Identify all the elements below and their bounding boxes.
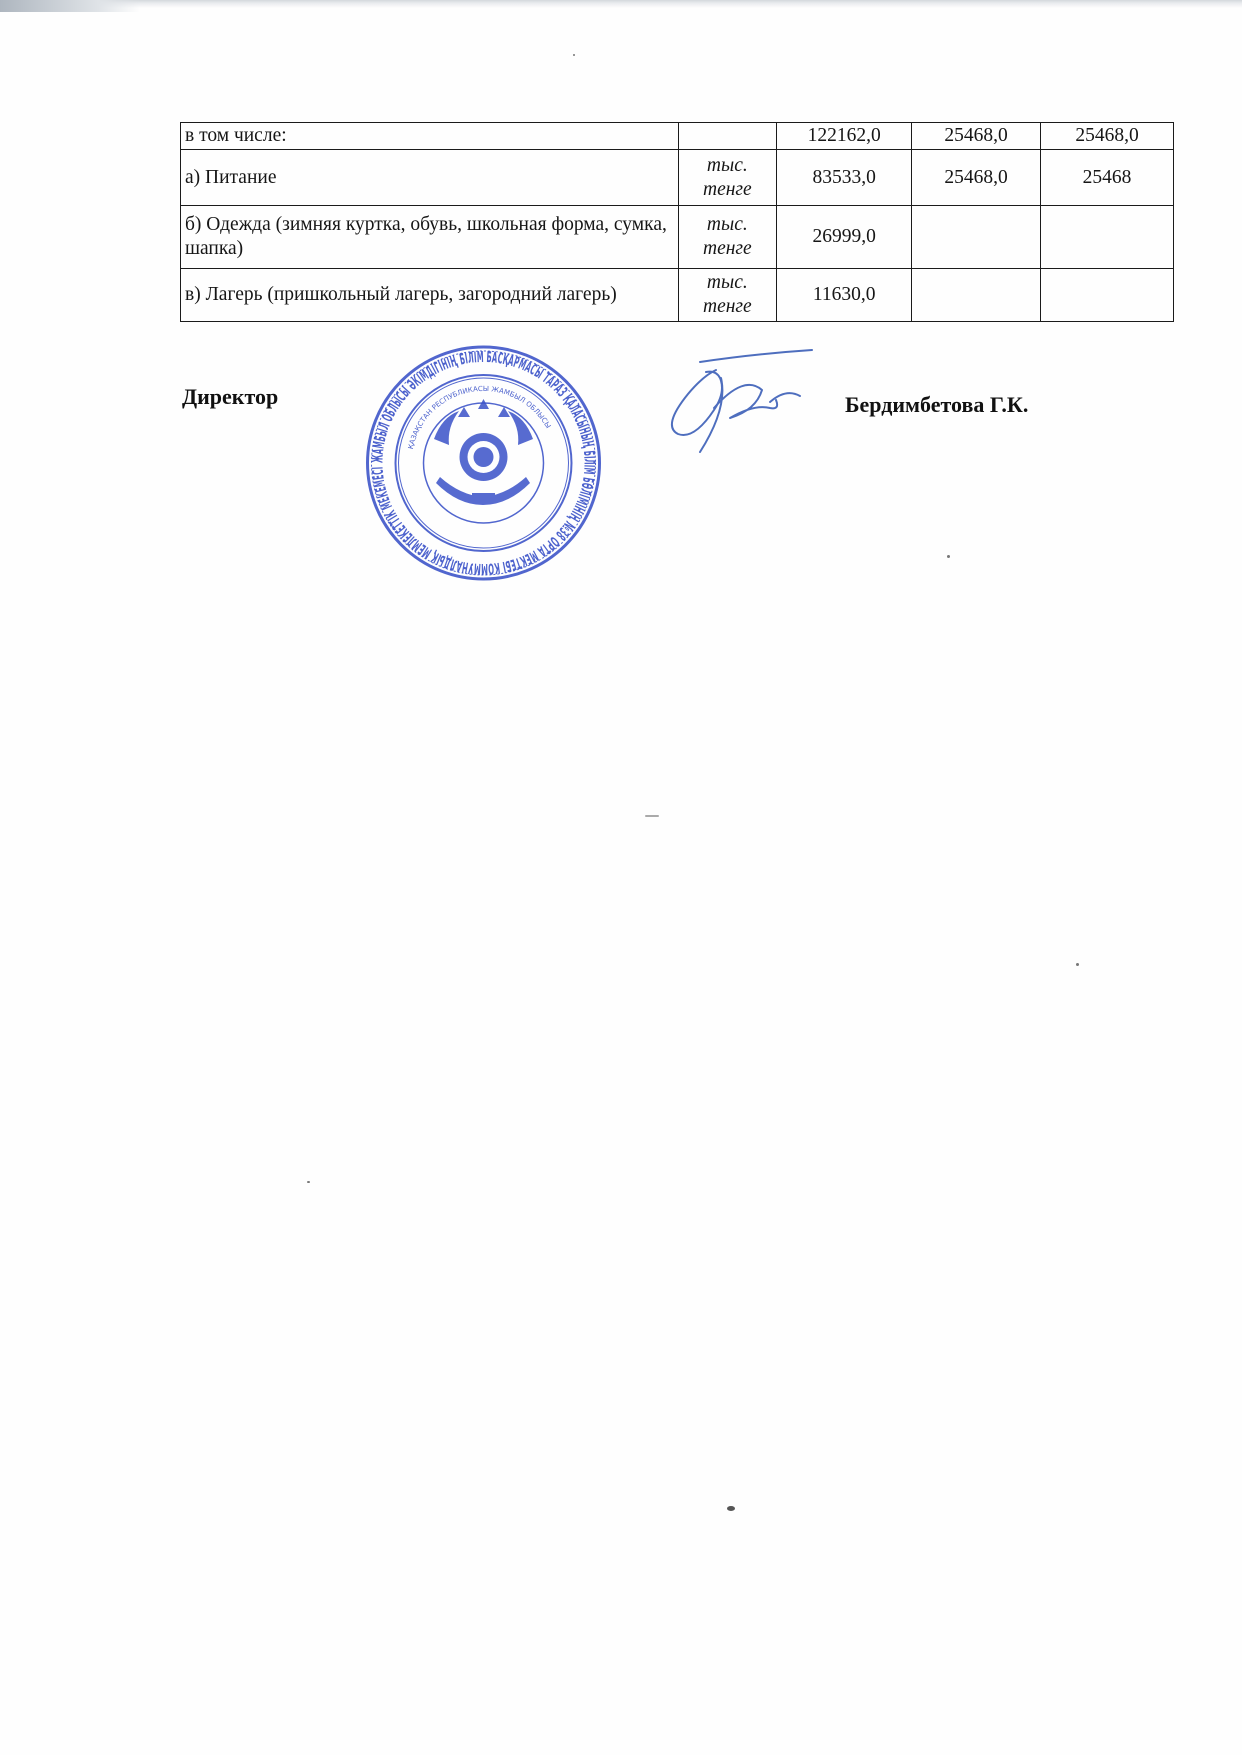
value-cell: 11630,0 [777,269,912,322]
scan-speck [1076,963,1079,966]
director-name: Бердимбетова Г.К. [845,392,1029,417]
row-name-cell: а) Питание [181,150,679,206]
position-label: Директор [182,384,279,409]
handwritten-signature [658,348,818,464]
scan-speck [573,54,575,56]
scan-speck [645,815,659,817]
value-cell: 122162,0 [777,123,912,150]
scan-speck [947,555,950,558]
value-cell [1041,206,1174,269]
scan-edge-corner [0,0,140,12]
value-cell: 26999,0 [777,206,912,269]
value-cell: 25468 [1041,150,1174,206]
value-cell: 25468,0 [912,123,1041,150]
budget-table [180,122,1174,322]
unit-cell: тыс. тенге [678,150,777,206]
unit-cell: тыс. тенге [678,269,777,322]
value-cell [1041,269,1174,322]
row-name-cell: в) Лагерь (пришкольный лагерь, загородний лагерь) [181,269,679,322]
value-cell: 83533,0 [777,150,912,206]
table-row [181,269,1174,322]
scan-speck [727,1506,735,1511]
value-cell: 25468,0 [1041,123,1174,150]
value-cell [912,206,1041,269]
value-cell [912,269,1041,322]
value-cell: 25468,0 [912,150,1041,206]
table-row [181,150,1174,206]
svg-text:ҚАЗАҚСТАН РЕСПУБЛИКАСЫ ЖАМБЫЛ: ҚАЗАҚСТАН РЕСПУБЛИКАСЫ ЖАМБЫЛ ОБЛЫСЫ [406,384,553,450]
official-seal-stamp [362,345,605,581]
table-row [181,206,1174,269]
unit-cell [678,123,777,150]
table-row [181,123,1174,150]
row-name-cell: б) Одежда (зимняя куртка, обувь, школьная форма, сумка, шапка) [181,206,679,269]
scan-speck [307,1181,310,1183]
svg-text:ЖАМБЫЛ ОБЛЫСЫ ӘКІМДІГІНІҢ БІЛІ: ЖАМБЫЛ ОБЛЫСЫ ӘКІМДІГІНІҢ БІЛІМ БАСҚАРМАСЫ ТАРАЗ ҚАЛАСЫНЫҢ БІЛІМ БӨЛІМІНІҢ №38 ОРТА МЕКТЕБІ КОММУНАЛДЫҚ МЕМЛЕКЕТТІК МЕКЕМЕСІ [368,347,599,579]
unit-cell: тыс. тенге [678,206,777,269]
scan-edge-top [0,0,1242,8]
row-name-cell: в том числе: [181,123,679,150]
